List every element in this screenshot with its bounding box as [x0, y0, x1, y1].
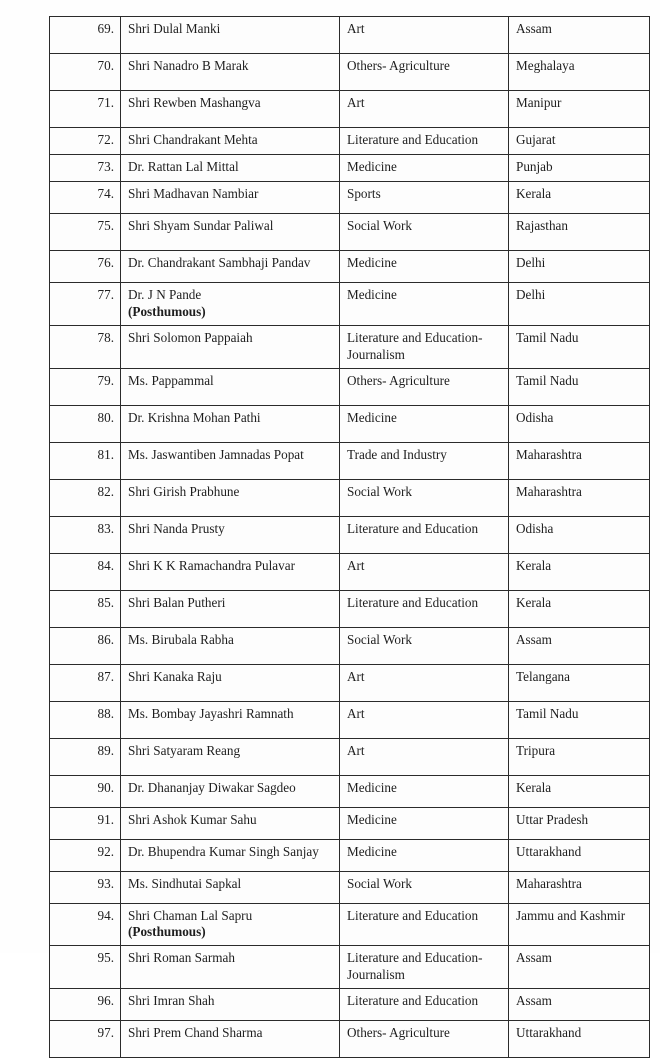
table-row	[50, 871, 650, 903]
cell-field: Literature and Education	[340, 128, 509, 155]
cell-field: Sports	[340, 182, 509, 214]
awardee-name-text: Dr. Dhananjay Diwakar Sagdeo	[128, 779, 296, 795]
table-row	[50, 701, 650, 738]
awardee-name-text: Shri Chaman Lal Sapru	[128, 907, 253, 923]
cell-field: Social Work	[340, 214, 509, 251]
cell-serial-number: 73.	[50, 155, 121, 182]
cell-state: Gujarat	[509, 128, 650, 155]
cell-serial-number: 84.	[50, 553, 121, 590]
cell-serial-number: 83.	[50, 516, 121, 553]
posthumous-note: (Posthumous)	[128, 924, 206, 940]
cell-awardee-name	[121, 182, 340, 214]
awardee-name-text: Shri Balan Putheri	[128, 594, 226, 610]
cell-awardee-name	[121, 664, 340, 701]
table-row	[50, 839, 650, 871]
cell-state: Tamil Nadu	[509, 368, 650, 405]
table-row	[50, 946, 650, 989]
cell-serial-number: 69.	[50, 17, 121, 54]
cell-field: Medicine	[340, 283, 509, 326]
cell-serial-number: 76.	[50, 251, 121, 283]
cell-serial-number: 91.	[50, 807, 121, 839]
cell-field: Social Work	[340, 871, 509, 903]
table-row	[50, 128, 650, 155]
cell-state: Tamil Nadu	[509, 701, 650, 738]
cell-state: Tripura	[509, 738, 650, 775]
cell-awardee-name	[121, 405, 340, 442]
cell-serial-number: 95.	[50, 946, 121, 989]
table-row	[50, 17, 650, 54]
table-row	[50, 738, 650, 775]
awardees-table	[49, 16, 650, 1058]
cell-serial-number: 70.	[50, 54, 121, 91]
table-row	[50, 91, 650, 128]
cell-awardee-name	[121, 807, 340, 839]
awardee-name-text: Shri Nanadro B Marak	[128, 58, 249, 73]
cell-serial-number: 80.	[50, 405, 121, 442]
cell-state: Uttarakhand	[509, 1021, 650, 1058]
table-row	[50, 214, 650, 251]
cell-state: Odisha	[509, 405, 650, 442]
table-row	[50, 627, 650, 664]
awardee-name-text: Dr. Rattan Lal Mittal	[128, 159, 239, 174]
cell-serial-number: 77.	[50, 283, 121, 326]
table-row	[50, 664, 650, 701]
awardee-name-text: Shri K K Ramachandra Pulavar	[128, 557, 295, 573]
awardee-name-text: Shri Shyam Sundar Paliwal	[128, 218, 274, 233]
table-row	[50, 251, 650, 283]
cell-state: Kerala	[509, 775, 650, 807]
awardee-name-text: Dr. Bhupendra Kumar Singh Sanjay	[128, 843, 319, 859]
table-row	[50, 1021, 650, 1058]
cell-field: Literature and Education	[340, 989, 509, 1021]
posthumous-note: (Posthumous)	[128, 303, 206, 319]
table-row	[50, 989, 650, 1021]
cell-field: Literature and Education	[340, 903, 509, 946]
awardee-name-text: Shri Imran Shah	[128, 993, 215, 1009]
awardee-name-text: Shri Madhavan Nambiar	[128, 186, 259, 201]
cell-state: Uttarakhand	[509, 839, 650, 871]
cell-field: Art	[340, 91, 509, 128]
table-row	[50, 442, 650, 479]
cell-serial-number: 82.	[50, 479, 121, 516]
cell-awardee-name	[121, 553, 340, 590]
cell-field: Art	[340, 553, 509, 590]
cell-awardee-name	[121, 442, 340, 479]
cell-field: Literature and Education- Journalism	[340, 325, 509, 368]
cell-field: Others- Agriculture	[340, 368, 509, 405]
table-row	[50, 283, 650, 326]
cell-field: Medicine	[340, 807, 509, 839]
table-row	[50, 479, 650, 516]
cell-serial-number: 74.	[50, 182, 121, 214]
cell-field: Others- Agriculture	[340, 54, 509, 91]
cell-state: Rajasthan	[509, 214, 650, 251]
cell-field: Social Work	[340, 627, 509, 664]
table-row	[50, 553, 650, 590]
awardee-name-text: Shri Kanaka Raju	[128, 668, 222, 684]
cell-awardee-name	[121, 590, 340, 627]
awardee-name-text: Dr. Chandrakant Sambhaji Pandav	[128, 255, 311, 270]
table-row	[50, 807, 650, 839]
cell-awardee-name	[121, 54, 340, 91]
cell-serial-number: 75.	[50, 214, 121, 251]
cell-state: Odisha	[509, 516, 650, 553]
cell-serial-number: 93.	[50, 871, 121, 903]
cell-awardee-name	[121, 871, 340, 903]
cell-serial-number: 86.	[50, 627, 121, 664]
cell-state: Assam	[509, 627, 650, 664]
awardee-name-text: Shri Ashok Kumar Sahu	[128, 811, 257, 827]
cell-awardee-name	[121, 368, 340, 405]
cell-field: Literature and Education	[340, 516, 509, 553]
cell-field: Medicine	[340, 775, 509, 807]
cell-field: Literature and Education- Journalism	[340, 946, 509, 989]
awardee-name-text: Ms. Pappammal	[128, 372, 214, 388]
cell-serial-number: 92.	[50, 839, 121, 871]
cell-field: Art	[340, 17, 509, 54]
cell-state: Tamil Nadu	[509, 325, 650, 368]
table-row	[50, 325, 650, 368]
awardees-table-body	[50, 17, 650, 1058]
cell-state: Uttar Pradesh	[509, 807, 650, 839]
cell-field: Art	[340, 738, 509, 775]
cell-field: Art	[340, 664, 509, 701]
cell-awardee-name	[121, 516, 340, 553]
cell-awardee-name	[121, 738, 340, 775]
cell-field: Medicine	[340, 155, 509, 182]
table-row	[50, 775, 650, 807]
table-row	[50, 516, 650, 553]
cell-awardee-name	[121, 155, 340, 182]
cell-field: Others- Agriculture	[340, 1021, 509, 1058]
awardee-name-text: Shri Girish Prabhune	[128, 483, 240, 499]
awardee-name-text: Ms. Jaswantiben Jamnadas Popat	[128, 446, 304, 462]
cell-serial-number: 97.	[50, 1021, 121, 1058]
awardee-name-text: Shri Rewben Mashangva	[128, 95, 261, 110]
awardee-name-text: Shri Chandrakant Mehta	[128, 132, 258, 147]
cell-state: Assam	[509, 946, 650, 989]
awardee-name-text: Ms. Birubala Rabha	[128, 631, 234, 647]
table-row	[50, 405, 650, 442]
cell-state: Maharashtra	[509, 442, 650, 479]
cell-awardee-name	[121, 627, 340, 664]
cell-state: Kerala	[509, 590, 650, 627]
cell-field: Art	[340, 701, 509, 738]
cell-serial-number: 90.	[50, 775, 121, 807]
cell-awardee-name	[121, 128, 340, 155]
cell-state: Meghalaya	[509, 54, 650, 91]
cell-field: Literature and Education	[340, 590, 509, 627]
cell-awardee-name	[121, 903, 340, 946]
cell-state: Delhi	[509, 251, 650, 283]
cell-serial-number: 96.	[50, 989, 121, 1021]
awardee-name-text: Shri Roman Sarmah	[128, 950, 235, 966]
cell-awardee-name	[121, 91, 340, 128]
cell-serial-number: 89.	[50, 738, 121, 775]
cell-awardee-name	[121, 989, 340, 1021]
awardee-name-text: Dr. J N Pande	[128, 287, 202, 302]
table-row	[50, 182, 650, 214]
cell-serial-number: 85.	[50, 590, 121, 627]
awardee-name-text: Shri Solomon Pappaiah	[128, 329, 253, 345]
cell-state: Kerala	[509, 182, 650, 214]
cell-field: Medicine	[340, 405, 509, 442]
awardee-name-text: Shri Satyaram Reang	[128, 742, 241, 758]
awardee-name-text: Dr. Krishna Mohan Pathi	[128, 409, 261, 425]
cell-serial-number: 72.	[50, 128, 121, 155]
cell-state: Delhi	[509, 283, 650, 326]
cell-serial-number: 88.	[50, 701, 121, 738]
cell-field: Medicine	[340, 251, 509, 283]
cell-serial-number: 81.	[50, 442, 121, 479]
cell-state: Maharashtra	[509, 871, 650, 903]
cell-serial-number: 87.	[50, 664, 121, 701]
cell-awardee-name	[121, 17, 340, 54]
cell-serial-number: 71.	[50, 91, 121, 128]
cell-awardee-name	[121, 479, 340, 516]
cell-serial-number: 94.	[50, 903, 121, 946]
table-row	[50, 903, 650, 946]
table-row	[50, 54, 650, 91]
cell-awardee-name	[121, 701, 340, 738]
cell-awardee-name	[121, 283, 340, 326]
awardee-name-text: Shri Nanda Prusty	[128, 520, 225, 536]
cell-state: Punjab	[509, 155, 650, 182]
cell-state: Maharashtra	[509, 479, 650, 516]
cell-awardee-name	[121, 946, 340, 989]
cell-serial-number: 78.	[50, 325, 121, 368]
cell-awardee-name	[121, 214, 340, 251]
cell-state: Manipur	[509, 91, 650, 128]
cell-serial-number: 79.	[50, 368, 121, 405]
cell-awardee-name	[121, 775, 340, 807]
awardee-name-text: Shri Prem Chand Sharma	[128, 1025, 263, 1041]
cell-state: Assam	[509, 17, 650, 54]
cell-awardee-name	[121, 325, 340, 368]
awardee-name-text: Ms. Bombay Jayashri Ramnath	[128, 705, 294, 721]
cell-awardee-name	[121, 1021, 340, 1058]
cell-field: Medicine	[340, 839, 509, 871]
cell-state: Assam	[509, 989, 650, 1021]
awardees-table-container	[49, 16, 626, 1058]
cell-field: Social Work	[340, 479, 509, 516]
cell-state: Kerala	[509, 553, 650, 590]
table-row	[50, 590, 650, 627]
cell-state: Jammu and Kashmir	[509, 903, 650, 946]
cell-state: Telangana	[509, 664, 650, 701]
cell-awardee-name	[121, 251, 340, 283]
table-row	[50, 368, 650, 405]
cell-awardee-name	[121, 839, 340, 871]
awardee-name-text: Shri Dulal Manki	[128, 21, 221, 36]
cell-field: Trade and Industry	[340, 442, 509, 479]
table-row	[50, 155, 650, 182]
awardee-name-text: Ms. Sindhutai Sapkal	[128, 875, 242, 891]
